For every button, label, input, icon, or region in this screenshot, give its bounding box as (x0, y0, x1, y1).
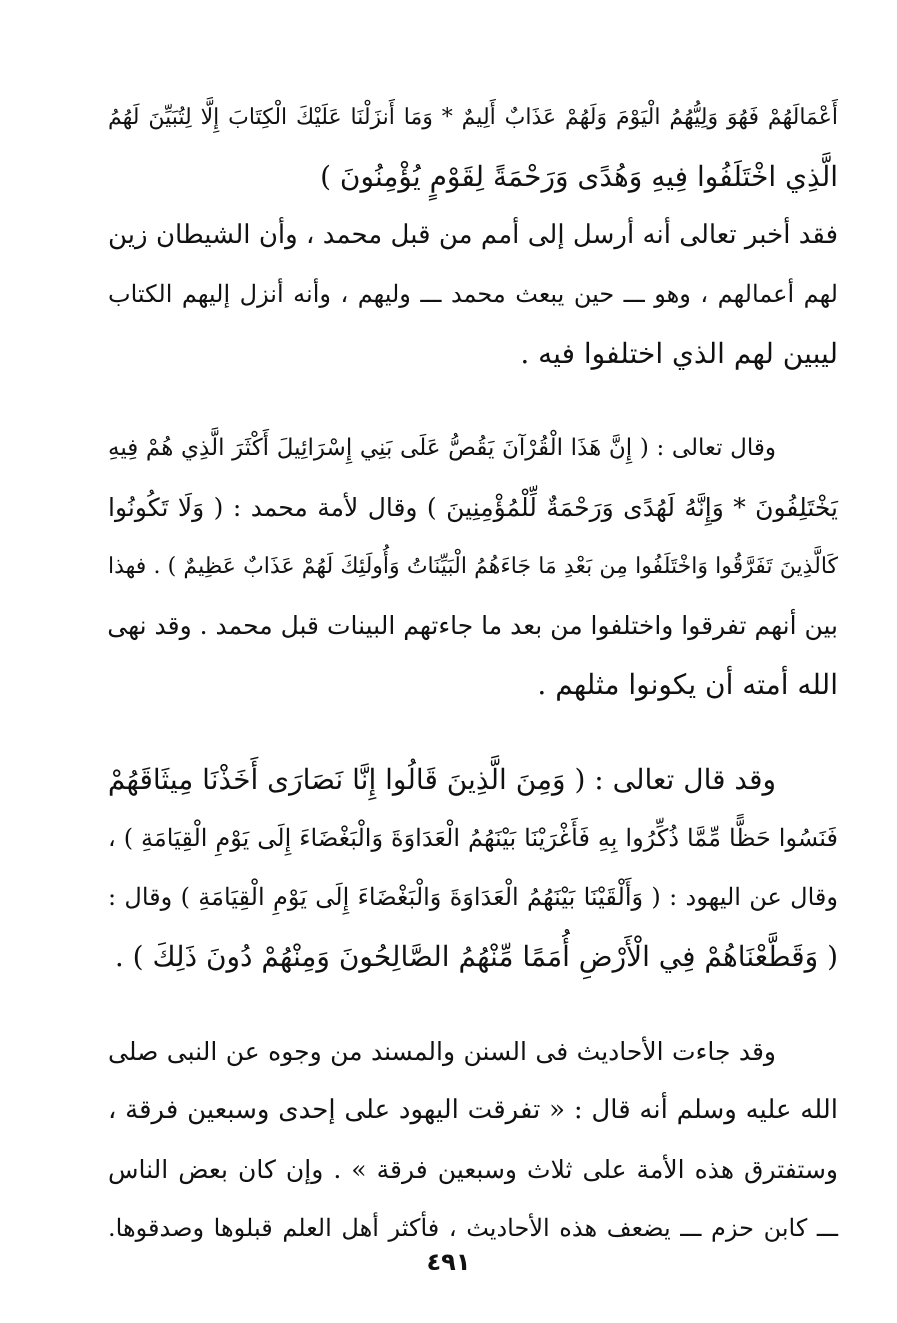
text-line: الله عليه وسلم أنه قال : « تفرقت اليهود على إحدى وسبعين فرقة ، (108, 1095, 838, 1125)
paragraph-gap (108, 383, 838, 419)
text-line: الَّذِي اخْتَلَفُوا فِيهِ وَهُدًى وَرَحْمَةً لِقَوْمٍ يُؤْمِنُونَ ) (320, 160, 838, 193)
paragraph-gap (108, 986, 838, 1022)
text-line: وقد قال تعالى : ( وَمِنَ الَّذِينَ قَالُوا إِنَّا نَصَارَى أَخَذْنَا مِيثَاقَهُمْ (107, 763, 776, 796)
paragraph-gap (108, 714, 838, 750)
paragraph-1 (108, 206, 838, 383)
quran-intro-paragraph (108, 88, 838, 206)
page-body (108, 88, 838, 1258)
text-line: أَعْمَالَهُمْ فَهُوَ وَلِيُّهُمُ الْيَوْمَ وَلَهُمْ عَذَابٌ أَلِيمٌ * وَمَا أَنزَلْنَا عَلَيْكَ الْكِتَابَ إِلَّا لِتُبَيِّنَ لَهُمُ (108, 105, 838, 130)
paragraph-3 (108, 750, 838, 986)
text-line: ( وَقَطَّعْنَاهُمْ فِي الْأَرْضِ أُمَمًا مِّنْهُمُ الصَّالِحُونَ وَمِنْهُمْ دُونَ ذَلِكَ ) . (114, 940, 838, 973)
text-line: ليبين لهم الذي اختلفوا فيه . (520, 337, 838, 370)
text-line: يَخْتَلِفُونَ * وَإِنَّهُ لَهُدًى وَرَحْمَةٌ لِّلْمُؤْمِنِينَ ) وقال لأمة محمد : ( وَلَا تَكُونُوا (108, 493, 838, 522)
text-line: وقد جاءت الأحاديث فى السنن والمسند من وجوه عن النبى صلى (108, 1037, 776, 1066)
text-line: وستفترق هذه الأمة على ثلاث وسبعين فرقة » . وإن كان بعض الناس (108, 1155, 838, 1184)
text-line: بين أنهم تفرقوا واختلفوا من بعد ما جاءتهم البينات قبل محمد . وقد نهى (107, 611, 838, 640)
paragraph-4 (108, 1022, 838, 1258)
text-line: ـــ كابن حزم ـــ يضعف هذه الأحاديث ، فأكثر أهل العلم قبلوها وصدقوها. (108, 1214, 838, 1242)
text-line: وقال عن اليهود : ( وَأَلْقَيْنَا بَيْنَهُمُ الْعَدَاوَةَ وَالْبَغْضَاءَ إِلَى يَوْمِ الْقِيَامَةِ ) وقال : (108, 883, 838, 911)
text-line: الله أمته أن يكونوا مثلهم . (537, 668, 838, 701)
paragraph-2 (108, 419, 838, 714)
text-line: فَنَسُوا حَظًّا مِّمَّا ذُكِّرُوا بِهِ فَأَغْرَيْنَا بَيْنَهُمُ الْعَدَاوَةَ وَالْبَغْضَاءَ إِلَى يَوْمِ الْقِيَامَةِ ) ، (108, 824, 838, 852)
text-line: لهم أعمالهم ، وهو ـــ حين يبعث محمد ـــ وليهم ، وأنه أنزل إليهم الكتاب (108, 280, 838, 308)
page-number: ٤٩١ (426, 1248, 471, 1276)
text-line: كَالَّذِينَ تَفَرَّقُوا وَاخْتَلَفُوا مِن بَعْدِ مَا جَاءَهُمُ الْبَيِّنَاتُ وَأُولَئِكَ لَهُمْ عَذَابٌ عَظِيمٌ ) . فهذا (108, 554, 838, 579)
text-line: فقد أخبر تعالى أنه أرسل إلى أمم من قبل محمد ، وأن الشيطان زين (108, 220, 838, 250)
text-line: وقال تعالى : ( إِنَّ هَذَا الْقُرْآنَ يَقُصُّ عَلَى بَنِي إِسْرَائِيلَ أَكْثَرَ الَّذِي هُمْ فِيهِ (108, 435, 776, 461)
